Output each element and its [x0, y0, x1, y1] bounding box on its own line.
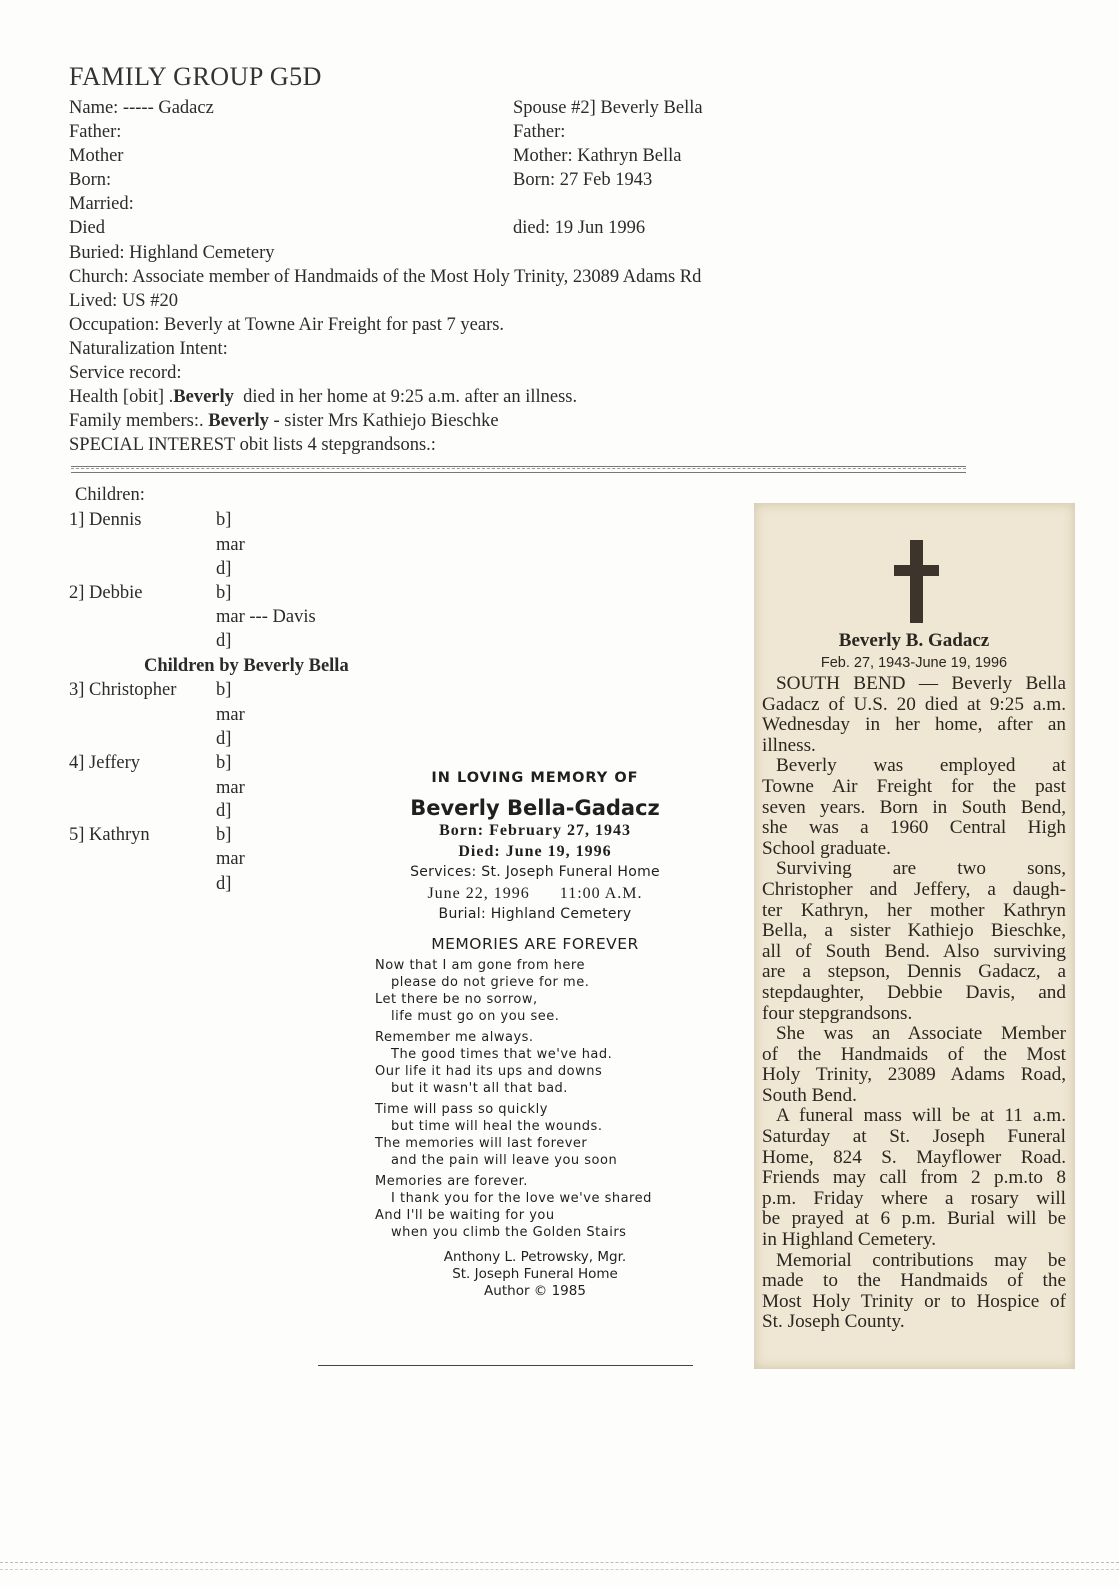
child-died-2: d]	[216, 631, 232, 651]
obituary-line: School graduate.	[762, 837, 891, 859]
scan-edge	[0, 1562, 1119, 1570]
obituary-line: Most Holy Trinity or to Hospice of	[762, 1290, 1066, 1312]
footer-manager: Anthony L. Petrowsky, Mgr.	[443, 1249, 627, 1265]
obituary-line: Memorial contributions may be	[776, 1249, 1066, 1271]
spacer	[513, 192, 703, 216]
poem-line: Memories are forever.	[375, 1174, 528, 1189]
memorial-services: Services: St. Joseph Funeral Home	[410, 864, 660, 880]
memorial-footer	[345, 1249, 725, 1300]
poem-line: when you climb the Golden Stairs	[391, 1225, 627, 1240]
memorial-burial: Burial: Highland Cemetery	[438, 906, 632, 922]
obituary-line: be prayed at 6 p.m. Burial will be	[762, 1208, 1066, 1230]
poem-line: Time will pass so quickly	[375, 1102, 548, 1117]
church-field: Church: Associate member of Handmaids of the Most Holy Trinity, 23089 Adams Rd	[69, 267, 702, 287]
child-married-4: mar	[216, 778, 245, 798]
obituary-line: South Bend.	[762, 1084, 857, 1106]
child-name-4: 4] Jeffery	[69, 753, 141, 773]
child-name-3: 3] Christopher	[69, 680, 177, 700]
obituary-line: stepdaughter, Debbie Davis, and	[762, 981, 1066, 1003]
obituary-line: Beverly was employed at	[776, 755, 1066, 777]
lived-field: Lived: US #20	[69, 291, 178, 311]
child-name-2: 2] Debbie	[69, 583, 143, 603]
spouse-father-field: Father:	[513, 122, 566, 142]
child-married-5: mar	[216, 849, 245, 869]
obituary-line: Friends may call from 2 p.m.to 8	[762, 1167, 1066, 1189]
obituary-line: Holy Trinity, 23089 Adams Road,	[762, 1064, 1066, 1086]
spouse-mother-field: Mother: Kathryn Bella	[513, 146, 682, 166]
obituary-line: she was a 1960 Central High	[762, 817, 1066, 839]
obituary-line: She was an Associate Member	[776, 1023, 1066, 1045]
child-born-5: b]	[216, 825, 232, 845]
obituary-line: SOUTH BEND — Beverly Bella	[776, 673, 1066, 694]
obituary-line: made to the Handmaids of the	[762, 1270, 1066, 1292]
memorial-service-time: June 22, 1996 11:00 A.M.	[427, 885, 643, 902]
poem-stanza	[375, 1029, 725, 1097]
child-married-2: mar --- Davis	[216, 607, 316, 627]
naturalization-field: Naturalization Intent:	[69, 339, 228, 359]
cross-icon	[910, 540, 923, 623]
married-field: Married:	[69, 194, 134, 214]
poem-line: but it wasn't all that bad.	[391, 1081, 568, 1096]
obituary-body	[762, 674, 1066, 1333]
obituary-line: Bella, a sister Kathiejo Bieschke,	[762, 920, 1066, 942]
mother-field: Mother	[69, 146, 124, 166]
child-born-2: b]	[216, 583, 232, 603]
spouse-field: Spouse #2] Beverly Bella	[513, 98, 703, 118]
child-born-3: b]	[216, 680, 232, 700]
memorial-poem	[375, 957, 725, 1241]
obituary-line: Wednesday in her home, after an	[762, 714, 1066, 736]
obituary-line: Towne Air Freight for the past	[762, 775, 1066, 797]
child-died-3: d]	[216, 729, 232, 749]
obituary-line: ter Kathryn, her mother Kathryn	[762, 899, 1066, 921]
child-born-4: b]	[216, 753, 232, 773]
obituary-line: four stepgrandsons.	[762, 1002, 913, 1024]
children-label: Children:	[75, 485, 145, 505]
poem-line: Now that I am gone from here	[375, 958, 585, 973]
obituary-clipping	[754, 503, 1075, 1369]
obituary-line: illness.	[762, 734, 816, 756]
left-fields	[69, 96, 214, 240]
obituary-line: all of South Bend. Also surviving	[762, 940, 1066, 962]
obituary-line: Saturday at St. Joseph Funeral	[762, 1126, 1066, 1148]
service-record-field: Service record:	[69, 363, 182, 383]
obituary-line: of the Handmaids of the Most	[762, 1043, 1066, 1065]
child-name-5: 5] Kathryn	[69, 825, 150, 845]
obituary-line: A funeral mass will be at 11 a.m.	[776, 1105, 1066, 1127]
obituary-line: Gadacz of U.S. 20 died at 9:25 a.m.	[762, 693, 1066, 715]
name-field: Name: ----- Gadacz	[69, 98, 214, 118]
section-divider	[71, 466, 966, 473]
poem-line: The good times that we've had.	[391, 1047, 613, 1062]
poem-line: Our life it had its ups and downs	[375, 1064, 603, 1079]
poem-stanza	[375, 957, 725, 1025]
spouse-born-field: Born: 27 Feb 1943	[513, 170, 653, 190]
special-interest-field: SPECIAL INTEREST obit lists 4 stepgrandsons.:	[69, 435, 436, 455]
child-married-1: mar	[216, 535, 245, 555]
poem-line: Remember me always.	[375, 1030, 534, 1045]
footer-author: Author © 1985	[484, 1283, 586, 1299]
poem-line: I thank you for the love we've shared	[391, 1191, 652, 1206]
family-members-field: Family members:. Beverly - sister Mrs Kathiejo Bieschke	[69, 411, 499, 431]
obituary-line: St. Joseph County.	[762, 1311, 905, 1333]
obituary-name: Beverly B. Gadacz	[838, 630, 990, 651]
cross-icon-bar	[894, 565, 939, 576]
obituary-line: Surviving are two sons,	[776, 858, 1066, 880]
poem-line: Let there be no sorrow,	[375, 992, 538, 1007]
poem-line: and the pain will leave you soon	[391, 1153, 618, 1168]
child-born-1: b]	[216, 510, 232, 530]
born-field: Born:	[69, 170, 112, 190]
poem-title: MEMORIES ARE FOREVER	[431, 935, 639, 953]
memorial-name: Beverly Bella-Gadacz	[410, 796, 660, 820]
poem-stanza	[375, 1173, 725, 1241]
poem-line: life must go on you see.	[391, 1009, 560, 1024]
obituary-line: Christopher and Jeffery, a daugh-	[762, 878, 1066, 900]
memorial-card	[345, 770, 725, 1300]
memorial-died: Died: June 19, 1996	[458, 843, 612, 860]
child-married-3: mar	[216, 705, 245, 725]
child-died-1: d]	[216, 559, 232, 579]
obituary-line: seven years. Born in South Bend,	[762, 796, 1066, 818]
right-fields	[513, 96, 703, 240]
spouse-died-field: died: 19 Jun 1996	[513, 218, 646, 238]
memorial-born: Born: February 27, 1943	[439, 822, 631, 839]
obituary-dates: Feb. 27, 1943-June 19, 1996	[820, 655, 1008, 671]
poem-line: The memories will last forever	[375, 1136, 588, 1151]
health-field: Health [obit] .Beverly died in her home at 9:25 a.m. after an illness.	[69, 387, 578, 407]
children-by-spouse-heading: Children by Beverly Bella	[144, 656, 349, 676]
obituary-line: are a stepson, Dennis Gadacz, a	[762, 961, 1066, 983]
memorial-heading: IN LOVING MEMORY OF	[431, 770, 639, 786]
poem-line: but time will heal the wounds.	[391, 1119, 603, 1134]
occupation-field: Occupation: Beverly at Towne Air Freight for past 7 years.	[69, 315, 505, 335]
obituary-line: Home, 824 S. Mayflower Road.	[762, 1146, 1066, 1168]
died-field: Died	[69, 218, 105, 238]
full-fields	[69, 241, 701, 457]
obituary-line: p.m. Friday where a rosary will	[762, 1187, 1066, 1209]
card-bottom-edge	[318, 1365, 693, 1366]
father-field: Father:	[69, 122, 122, 142]
footer-funeral-home: St. Joseph Funeral Home	[452, 1266, 618, 1282]
obituary-line: in Highland Cemetery.	[762, 1229, 937, 1251]
child-name-1: 1] Dennis	[69, 510, 142, 530]
page-title: FAMILY GROUP G5D	[69, 62, 322, 91]
buried-field: Buried: Highland Cemetery	[69, 243, 275, 263]
child-died-5: d]	[216, 874, 232, 894]
poem-line: please do not grieve for me.	[391, 975, 590, 990]
poem-line: And I'll be waiting for you	[375, 1208, 555, 1223]
poem-stanza	[375, 1101, 725, 1169]
child-died-4: d]	[216, 801, 232, 821]
